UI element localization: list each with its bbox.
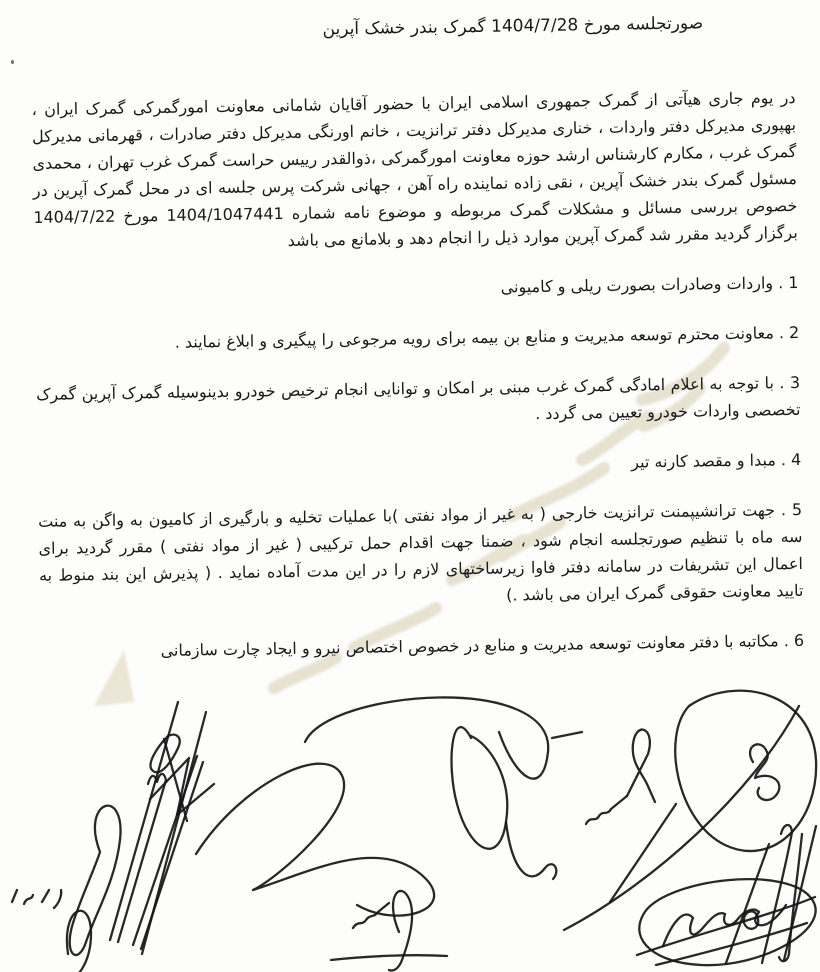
signature-right-strokes xyxy=(779,826,816,961)
item-text: جهت ترانشیپمنت ترانزیت خارجی ( به غیر از مواد نفتی )با عملیات تخلیه و بارگیری از کامیون به واگن به منت سه ماه با تنظیم صورتجلسه انجام شود ، ضمنا جهت اقدام حمل ترکیبی ( غیر از مواد نفتی ) مقرر گردید برای اعمال این تشریفات در سامانه دفتر فاوا زیرساختهای لازم را در این مدت آماده نماید . ( پذیرش این بند منوط به تایید معاونت حقوقی گمرک ایران می باشد .) xyxy=(37,500,804,605)
item-separator: . xyxy=(774,500,793,520)
list-item-2 xyxy=(35,319,799,358)
list-item-5 xyxy=(38,496,804,616)
list-item-3 xyxy=(36,369,801,435)
signature-spiky-cluster xyxy=(133,735,214,949)
signature-top-right-ellipse xyxy=(564,691,816,930)
list-item-4 xyxy=(37,446,801,485)
item-number: 1 xyxy=(788,272,799,293)
item-number: 5 xyxy=(791,499,803,520)
signature-center-wave xyxy=(196,697,548,915)
signatures-block xyxy=(0,682,820,972)
item-number: 2 xyxy=(788,322,800,343)
signature-bottom-center xyxy=(331,891,447,971)
item-number: 4 xyxy=(790,449,802,470)
item-text: مبدا و مقصد کارنه تیر xyxy=(631,450,776,472)
item-separator: . xyxy=(772,273,789,293)
item-text: با توجه به اعلام امادگی گمرک غرب مبنی بر امکان و توانایی انجام ترخیص خودرو بدینوسیله گمرک آپرین گمرک تخصصی واردات خودرو تعیین می گردد . xyxy=(35,373,801,424)
signature-bottom-right-stamp xyxy=(637,825,816,965)
item-separator: . xyxy=(773,323,790,343)
list-item-6 xyxy=(40,627,804,666)
item-separator: . xyxy=(775,450,792,470)
item-text: معاونت محترم توسعه مدیریت و منابع بن بیمه برای رویه مرجوعی را پیگیری و ابلاغ نمایند . xyxy=(174,323,774,352)
item-text: واردات وصادرات بصورت ریلی و کامیونی xyxy=(500,273,774,297)
signature-left-cluster xyxy=(12,702,206,972)
item-number: 3 xyxy=(789,372,801,393)
item-number: 6 xyxy=(793,630,805,651)
list-item-1 xyxy=(34,269,798,308)
signature-center-loop xyxy=(452,727,655,879)
document-title: صورتجلسه مورخ 1404/7/28 گمرک بندر خشک آپرین xyxy=(322,13,704,40)
item-separator: . xyxy=(773,373,791,393)
item-separator: . xyxy=(778,631,795,651)
item-text: مکاتبه با دفتر معاونت توسعه مدیریت و منابع در خصوص اختصاص نیرو و ایجاد چارت سازمانی xyxy=(160,631,779,660)
intro-paragraph: در یوم جاری هیآتی از گمرک جمهوری اسلامی ایران با حضور آقایان شامانی معاونت امورگمرکی گمرک ایران ، بهپوری مدیرکل دفتر واردات ، خناری مدیرکل دفتر ترانزیت ، خانم اورنگی مدیرکل دفتر صادرات ، قهرمانی مدیرکل گمرک غرب ، مکارم کارشناس ارشد حوزه معاونت امورگمرکی ،ذوالقدر رییس حراست گمرک غرب تهران ، محمدی مسئول گمرک بندر خشک آپرین ، نقی زاده نماینده راه آهن ، جهانی شرکت پرس جلسه ای در محل گمرک آپرین در خصوص بررسی مسائل و مشکلات گمرک مربوطه و موضوع نامه شماره 1404/1047441 مورخ 1404/7/22 برگزار گردید مقرر شد گمرک آپرین موارد ذیل را انجام دهد و بلامانع می باشد xyxy=(31,87,798,250)
